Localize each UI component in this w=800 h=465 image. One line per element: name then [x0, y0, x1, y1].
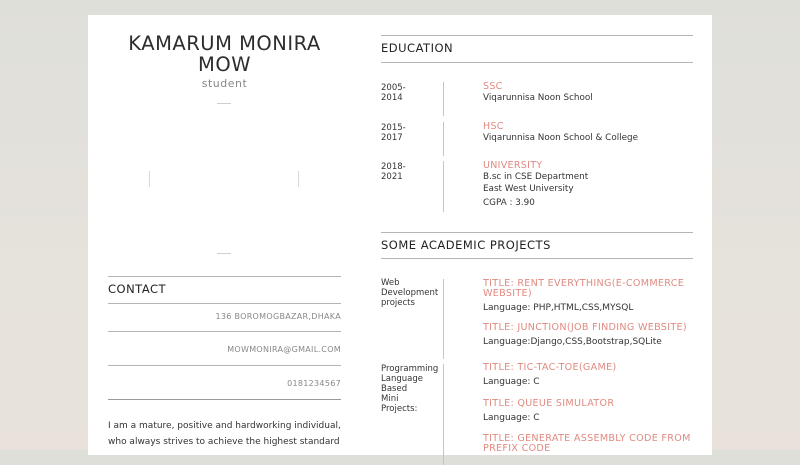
divider: [108, 276, 341, 277]
label-line: projects: [381, 298, 415, 308]
project-title: TITLE: TIC-TAC-TOE(GAME): [483, 362, 617, 373]
education-school: Viqarunnisa Noon School & College: [483, 133, 638, 143]
about-text: I am a mature, positive and hardworking individual, who always strives to achieve the highest standard: [108, 421, 341, 447]
resume-page: [88, 15, 712, 455]
year-end: 2014: [381, 93, 403, 103]
project-language: Language: PHP,HTML,CSS,MYSQL: [483, 303, 634, 313]
project-language: Language: C: [483, 413, 540, 423]
project-language: Language:Django,CSS,Bootstrap,SQLite: [483, 337, 662, 347]
label-line: Mini: [381, 394, 399, 404]
divider: [381, 35, 693, 36]
education-degree: B.sc in CSE Department: [483, 172, 589, 182]
education-entry: [483, 82, 698, 104]
project-title: TITLE: GENERATE ASSEMBLY CODE FROM PREFIX CODE: [483, 433, 691, 454]
year-end: 2021: [381, 172, 403, 182]
label-line: Language: [381, 374, 423, 384]
divider: [108, 303, 341, 304]
education-cgpa: CGPA : 3.90: [483, 198, 535, 208]
label-line: Based: [381, 384, 408, 394]
education-level: SSC: [483, 81, 503, 92]
project-group-label: [381, 278, 443, 308]
education-school: Viqarunnisa Noon School: [483, 93, 593, 103]
divider: [381, 62, 693, 63]
label-line: Projects:: [381, 404, 418, 414]
photo-frame-top-mark: [217, 103, 231, 104]
year-end: 2017: [381, 133, 403, 143]
timeline-line: [443, 82, 444, 116]
contact-email[interactable]: MOWMONIRA@GMAIL.COM: [227, 345, 341, 354]
project-group-label: [381, 364, 443, 414]
education-title: EDUCATION: [381, 41, 454, 55]
project-language: Language: C: [483, 377, 540, 387]
timeline-line: [443, 279, 444, 359]
education-entry: [483, 122, 698, 144]
contact-phone: 0181234567: [287, 379, 341, 388]
label-line: Development: [381, 288, 439, 298]
education-years: [381, 123, 431, 143]
contact-title: CONTACT: [108, 282, 167, 296]
education-level: UNIVERSITY: [483, 160, 543, 171]
divider: [381, 258, 693, 259]
year-start: 2005-: [381, 83, 406, 93]
divider: [108, 365, 341, 366]
year-start: 2018-: [381, 162, 406, 172]
education-entry: [483, 161, 698, 209]
contact-address: 136 BOROMOGBAZAR,DHAKA: [215, 312, 341, 321]
year-start: 2015-: [381, 123, 406, 133]
project-title: TITLE: JUNCTION(JOB FINDING WEBSITE): [483, 322, 687, 333]
education-years: [381, 162, 431, 182]
label-line: Programming: [381, 364, 439, 374]
photo-frame-left-mark: [149, 171, 150, 187]
project-item: [483, 323, 698, 348]
label-line: Web: [381, 278, 400, 288]
projects-title: SOME ACADEMIC PROJECTS: [381, 238, 551, 252]
timeline-line: [443, 161, 444, 212]
timeline-line: [443, 122, 444, 156]
education-years: [381, 83, 431, 103]
project-title: TITLE: RENT EVERYTHING(E-COMMERCE WEBSITE): [483, 278, 685, 299]
photo-frame-bottom-mark: [217, 253, 231, 254]
candidate-role: student: [201, 77, 248, 90]
photo-frame-right-mark: [298, 171, 299, 187]
education-level: HSC: [483, 121, 504, 132]
project-item: [483, 363, 698, 388]
project-item: [483, 279, 698, 314]
divider: [381, 232, 693, 233]
education-school: East West University: [483, 184, 574, 194]
project-item: [483, 434, 698, 454]
divider: [108, 399, 341, 400]
divider: [108, 331, 341, 332]
project-title: TITLE: QUEUE SIMULATOR: [483, 398, 615, 409]
project-item: [483, 399, 698, 424]
candidate-name: KAMARUM MONIRA MOW: [128, 32, 321, 76]
